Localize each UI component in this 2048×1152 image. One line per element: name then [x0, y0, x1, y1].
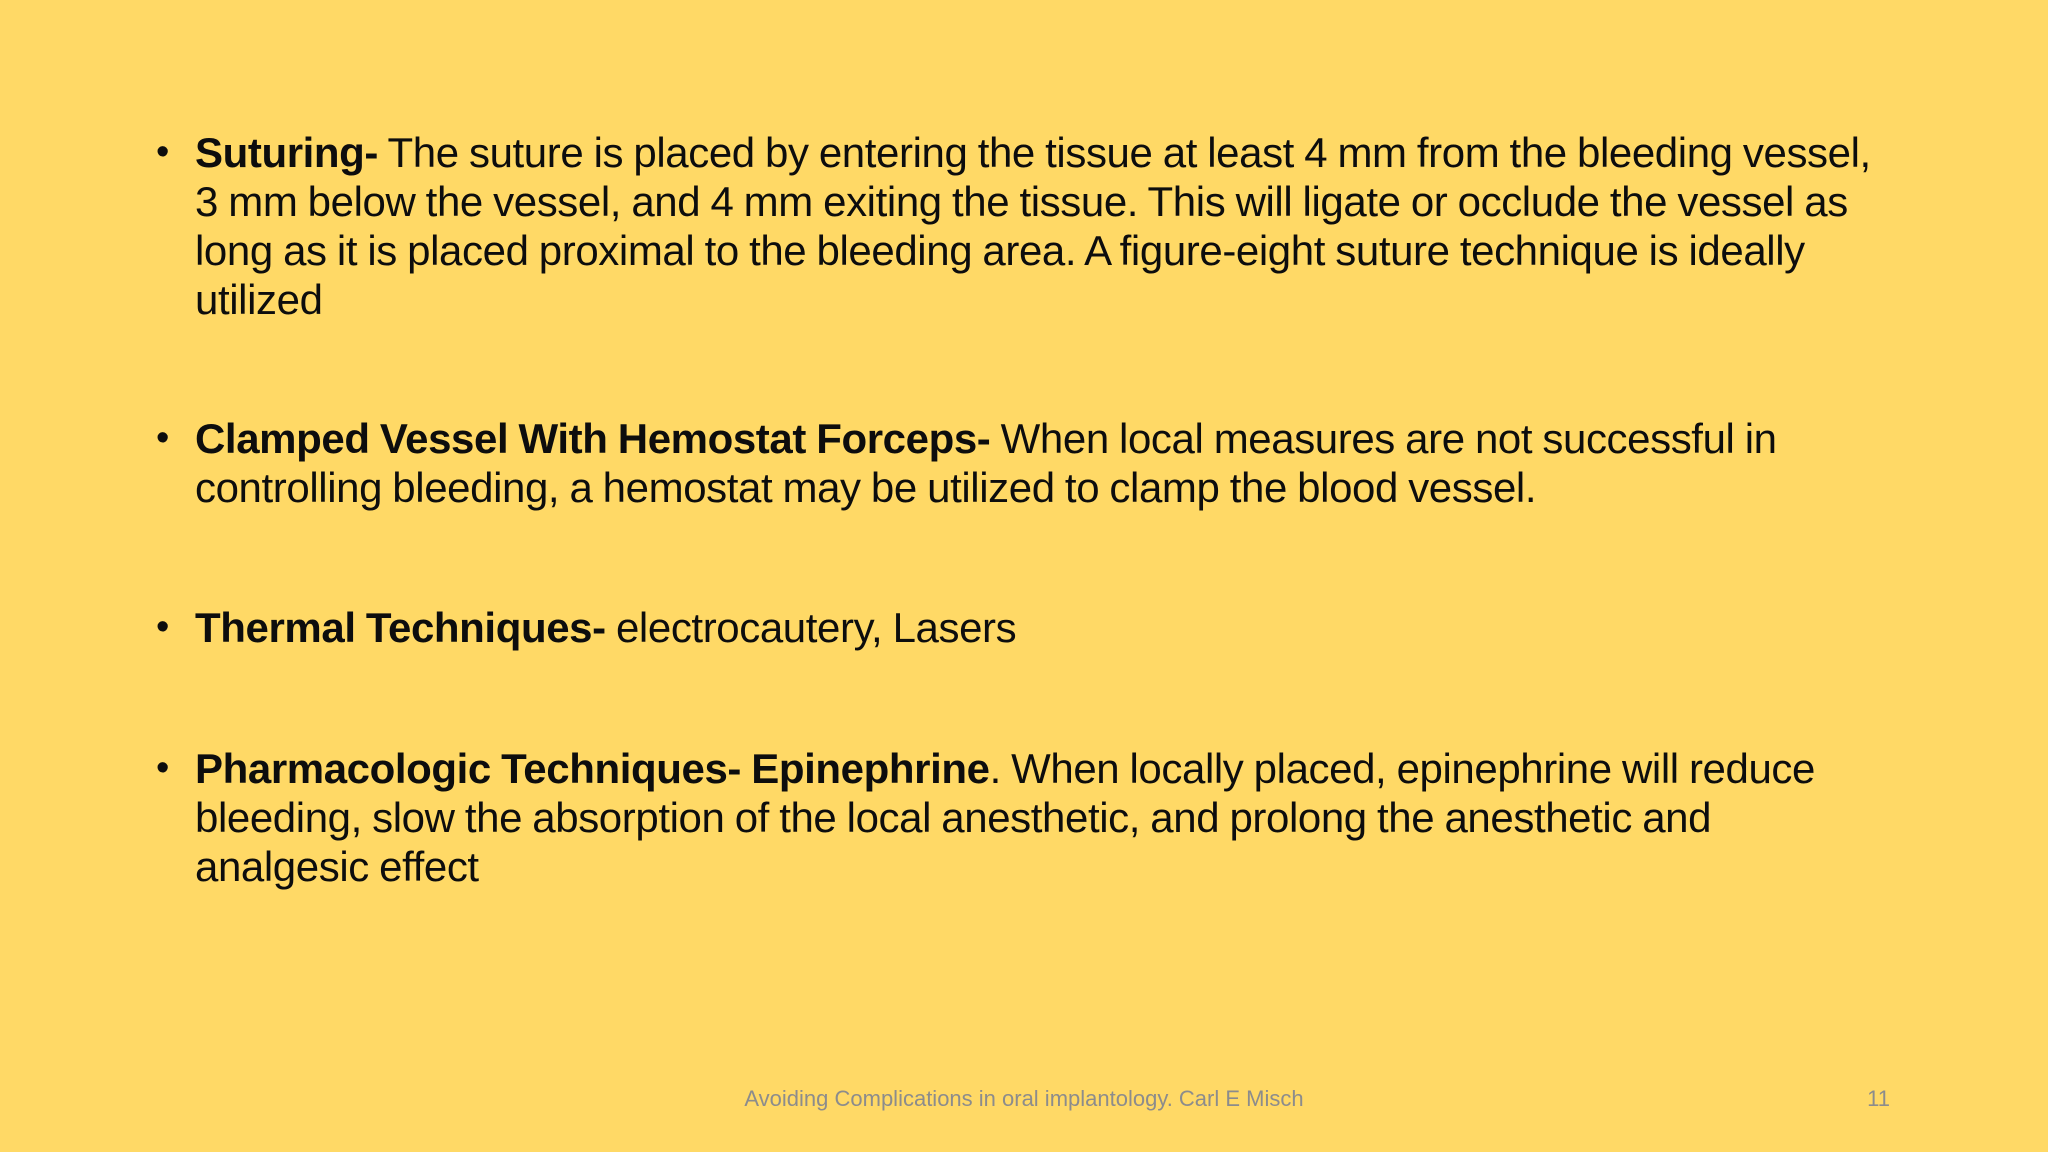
bullet-term: Clamped Vessel With Hemostat Forceps- — [195, 415, 991, 462]
bullet-dot-icon: • — [156, 131, 169, 173]
bullet-text: electrocautery, Lasers — [605, 604, 1017, 651]
slide-footer: Avoiding Complications in oral implantology. Carl E Misch — [744, 1086, 1304, 1111]
slide-number: 11 — [1867, 1086, 1890, 1111]
bullet-dot-icon: • — [156, 606, 169, 648]
bullet-item-thermal-techniques — [156, 603, 1876, 652]
bullet-text: The suture is placed by entering the tissue at least 4 mm from the bleeding vessel, 3 mm below the vessel, and 4 mm exiting the tissue. This will ligate or occlude the vessel as long as it is placed proximal to the bleeding area. A figure-eight suture technique is ideally utilized — [195, 129, 1871, 323]
bullet-text: . When locally placed, epinephrine will reduce bleeding, slow the absorption of the local anesthetic, and prolong the anesthetic and analgesic effect — [195, 745, 1815, 890]
bullet-dot-icon: • — [156, 747, 169, 789]
bullet-dot-icon: • — [156, 417, 169, 459]
bullet-item-suturing — [156, 128, 1876, 324]
bullet-item-pharmacologic-techniques — [156, 744, 1876, 891]
bullet-text: When local measures are not successful in controlling bleeding, a hemostat may be utilized to clamp the blood vessel. — [195, 415, 1777, 511]
bullet-term: Pharmacologic Techniques- Epinephrine — [195, 745, 990, 792]
bullet-list — [156, 128, 1876, 891]
bullet-term: Suturing- — [195, 129, 379, 176]
bullet-term: Thermal Techniques- — [195, 604, 606, 651]
bullet-item-clamped-vessel — [156, 414, 1876, 512]
